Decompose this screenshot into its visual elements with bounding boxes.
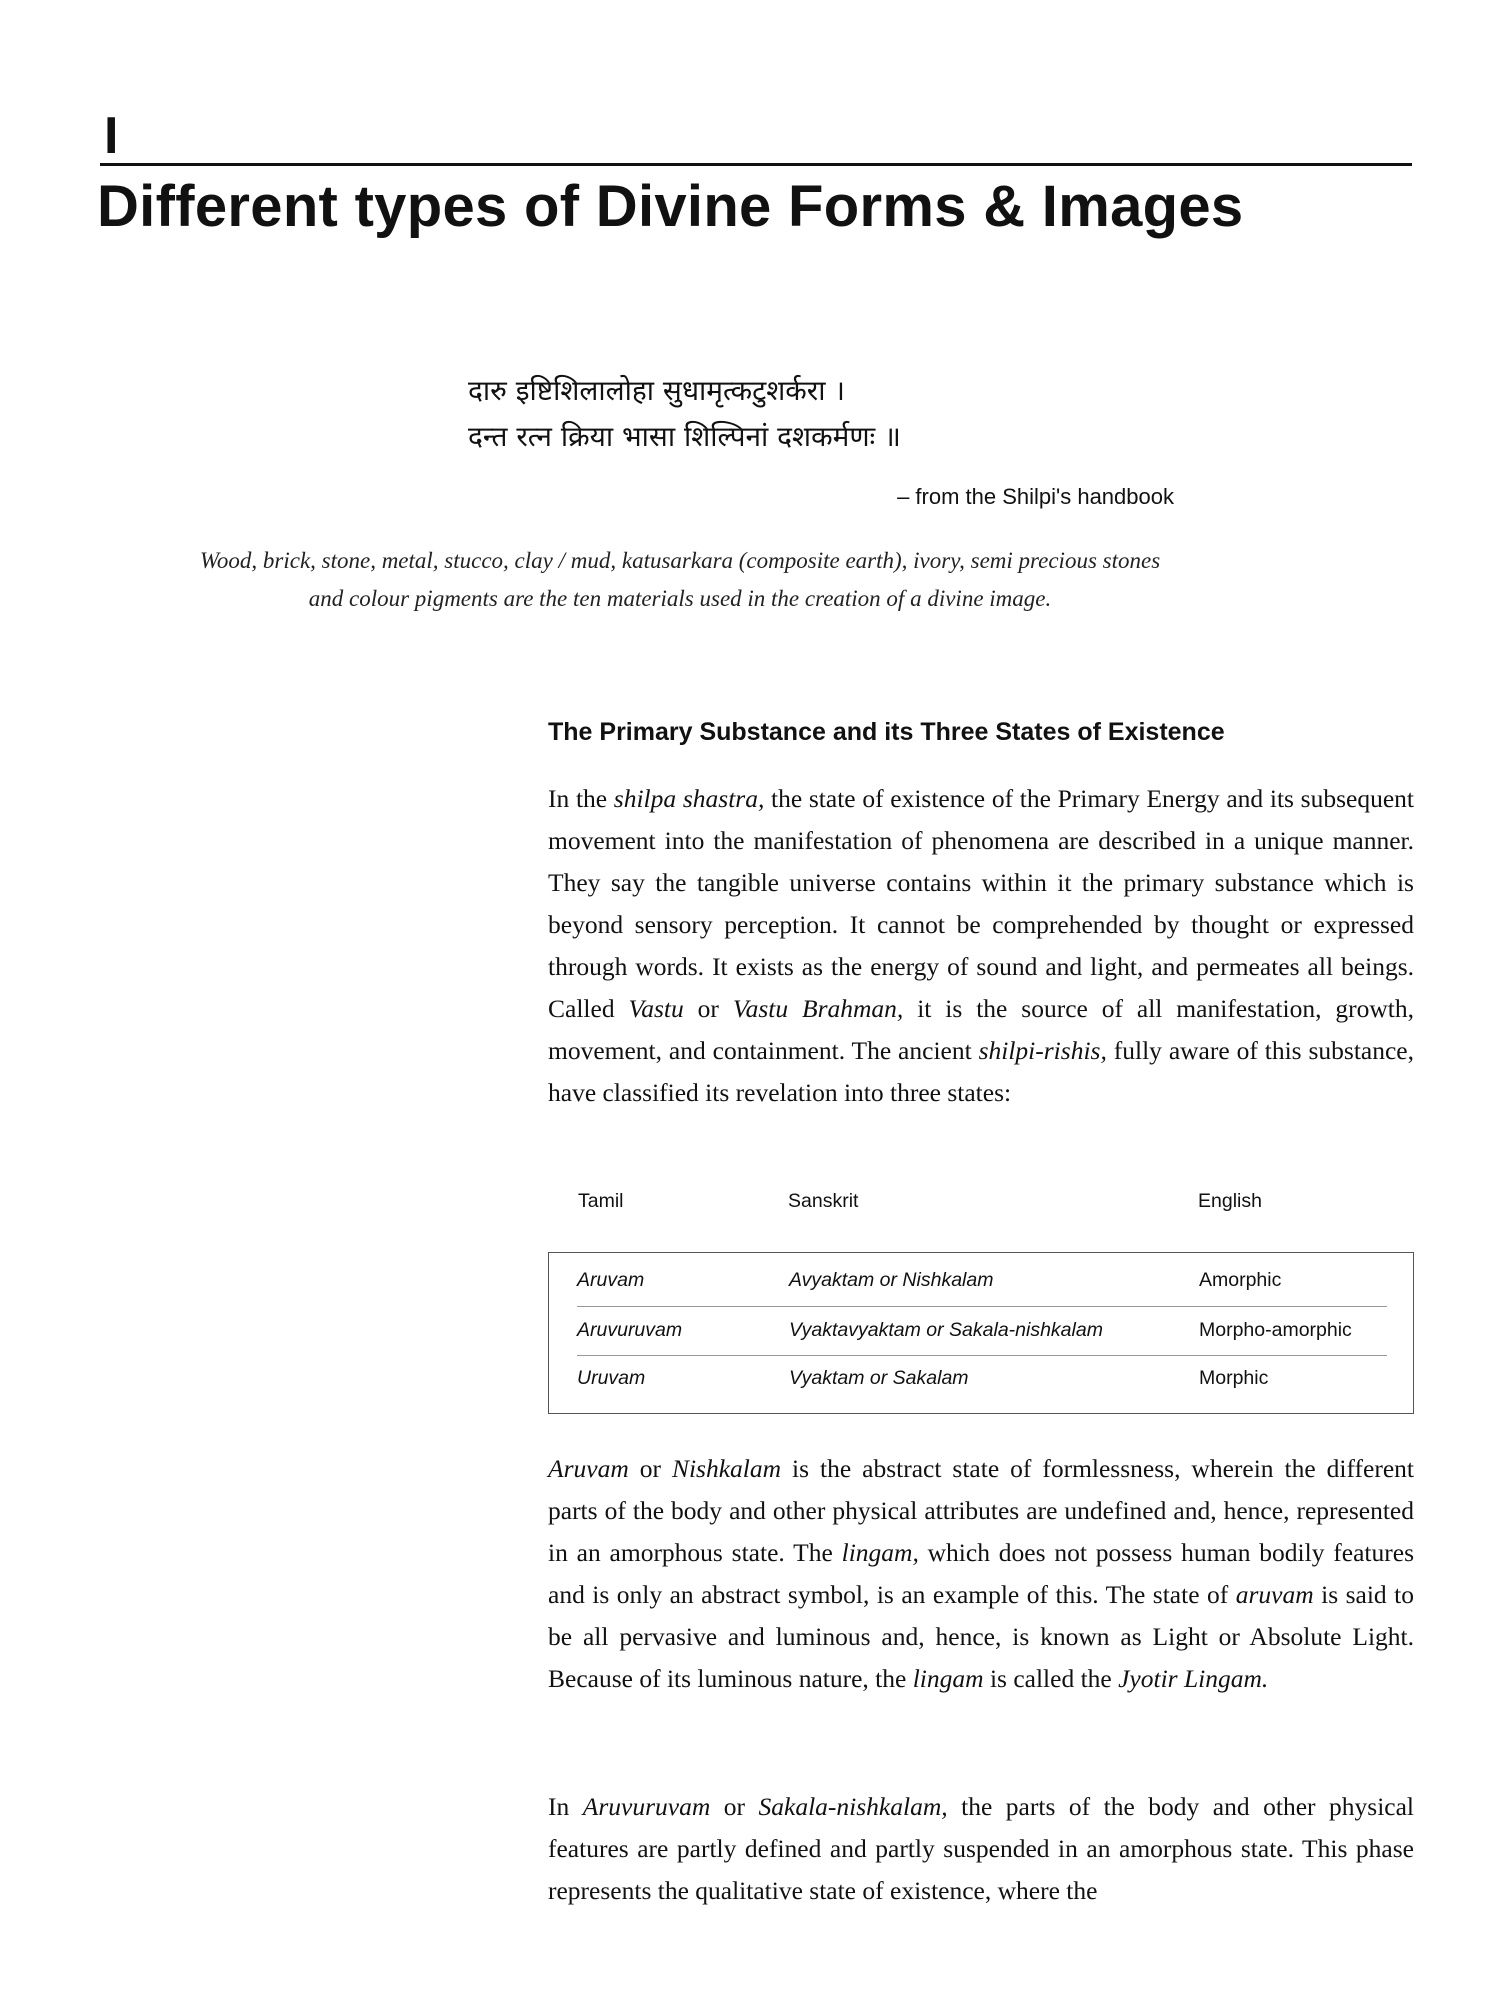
translation-line-2: and colour pigments are the ten materials used in the creation of a divine image. <box>308 586 1052 611</box>
column-header-tamil: Tamil <box>578 1190 624 1212</box>
section-heading: The Primary Substance and its Three States of Existence <box>548 718 1225 746</box>
paragraph-1-text <box>548 778 1414 1114</box>
paragraph-2-text <box>548 1448 1414 1700</box>
italic-term: Aruvuruvam <box>582 1792 711 1821</box>
text-run: it is the source of all manifestation, growth, movement, and containment. The ancient <box>548 994 1414 1065</box>
text-run: the parts of the body and other physical features are partly defined and partly suspended in an amorphous state. This phase represents the qualitative state of existence, where the <box>548 1792 1415 1905</box>
text-run: or <box>683 994 733 1023</box>
cell-tamil: Aruvam <box>577 1269 645 1291</box>
text-run: the state of existence of the Primary Energy and its subsequent movement into the manifestation of phenomena are described in a unique manner. They say the tangible universe contains within it the primary substance which is beyond sensory perception. It cannot be comprehended by thought or expressed through words. It exists as the energy of sound and light, and permeates all beings. Called <box>548 784 1414 1023</box>
italic-term: Aruvam <box>548 1454 629 1483</box>
text-run: which does not possess human bodily features and is only an abstract symbol, is an example of this. The state of <box>548 1538 1414 1609</box>
italic-term: Vastu <box>628 994 684 1023</box>
header-rule <box>100 163 1412 166</box>
italic-term: lingam <box>912 1664 984 1693</box>
text-run: In <box>548 1792 583 1821</box>
verse-translation <box>100 542 1260 618</box>
paragraph-1 <box>548 778 1414 1114</box>
italic-term: Sakala-nishkalam, <box>758 1792 948 1821</box>
italic-term: aruvam <box>1235 1580 1314 1609</box>
paragraph-2 <box>548 1448 1414 1700</box>
cell-sanskrit: Vyaktavyaktam or Sakala-nishkalam <box>789 1319 1103 1341</box>
table-row <box>549 1355 1413 1403</box>
text-run: is called the <box>983 1664 1119 1693</box>
column-header-english: English <box>1198 1190 1262 1212</box>
table-row <box>549 1257 1413 1305</box>
text-run: or <box>628 1454 672 1483</box>
italic-term: shilpa shastra, <box>613 784 765 813</box>
chapter-number: I <box>104 107 119 165</box>
italic-term: Vastu Brahman, <box>732 994 904 1023</box>
text-run: is said to be all pervasive and luminous and, hence, is known as Light or Absolute Light. Because of its luminous nature, the <box>548 1580 1414 1693</box>
chapter-title: Different types of Divine Forms & Images <box>97 174 1244 239</box>
cell-english: Morphic <box>1199 1367 1269 1389</box>
states-table <box>548 1252 1414 1414</box>
cell-tamil: Aruvuruvam <box>577 1319 683 1341</box>
verse-line-1: दारु इष्टिशिलालोहा सुधामृत्कटुशर्करा । <box>468 374 845 407</box>
text-run: fully aware of this substance, have classified its revelation into three states: <box>548 1036 1414 1107</box>
table-header <box>548 1190 1416 1220</box>
paragraph-3 <box>548 1786 1414 1912</box>
column-header-sanskrit: Sanskrit <box>788 1190 859 1212</box>
italic-term: shilpi-rishis, <box>978 1036 1107 1065</box>
cell-sanskrit: Avyaktam or Nishkalam <box>789 1269 994 1291</box>
cell-tamil: Uruvam <box>577 1367 646 1389</box>
table-row <box>577 1306 1387 1356</box>
cell-english: Morpho-amorphic <box>1199 1319 1352 1341</box>
text-run: is the abstract state of formlessness, wherein the different parts of the body and other physical attributes are undefined and, hence, represented in an amorphous state. The <box>548 1454 1414 1567</box>
sanskrit-verse <box>468 368 901 460</box>
cell-english: Amorphic <box>1199 1269 1282 1291</box>
text-run: or <box>710 1792 759 1821</box>
paragraph-3-text <box>548 1786 1414 1912</box>
verse-line-2: दन्त रत्न क्रिया भासा शिल्पिनां दशकर्मणः ॥ <box>468 420 901 453</box>
verse-source: – from the Shilpi's handbook <box>897 484 1174 509</box>
cell-sanskrit: Vyaktam or Sakalam <box>789 1367 969 1389</box>
italic-term: lingam, <box>841 1538 919 1567</box>
italic-term: Jyotir Lingam. <box>1118 1664 1269 1693</box>
italic-term: Nishkalam <box>671 1454 782 1483</box>
text-run: In the <box>548 784 614 813</box>
translation-line-1: Wood, brick, stone, metal, stucco, clay / mud, katusarkara (composite earth), ivory, semi precious stones <box>199 548 1161 573</box>
